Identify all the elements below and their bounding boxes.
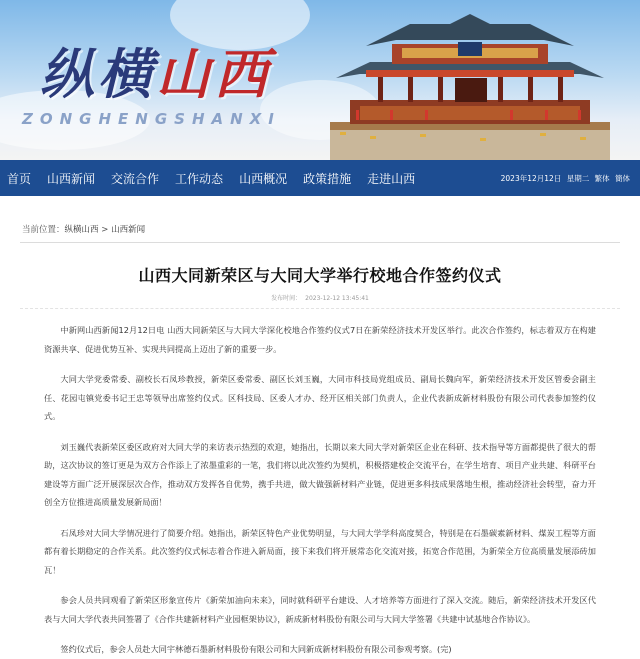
logo-text-shanxi: 山西 (156, 42, 272, 106)
meta-divider (20, 308, 620, 309)
article-paragraph: 参会人员共同观看了新荣区形象宣传片《新荣加油向未来》，同时就科研平台建设、人才培养等方面进行了深入交流。随后，新荣经济技术开发区代表与大同大学代表共同签署了《合作共建新材料产业园框架协议》，新成新材料股份有限公司与大同大学签署《共建中试基地合作协议》。 (44, 595, 596, 624)
article-paragraph: 签约仪式后，参会人员赴大同宇林德石墨新材料股份有限公司和大同新成新材料股份有限公司参观考察。(完) (60, 644, 452, 654)
article-meta (0, 293, 640, 302)
nav-work-updates[interactable]: 工作动态 (175, 171, 224, 186)
current-weekday: 星期二 (566, 173, 590, 183)
simplified-chinese-link[interactable]: 簡体 (615, 173, 630, 183)
nav-explore-shanxi[interactable]: 走进山西 (367, 171, 416, 186)
article-paragraph: 石凤珍对大同大学情况进行了简要介绍。她指出，新荣区特色产业优势明显，与大同大学学科高度契合，特别是在石墨碳素新材料、煤炭工程等方面都有着长期稳定的合作关系。此次签约仪式标志着合作进入新局面，接下来我们将开展常态化交流对接，拓宽合作范围，为新荣全方位高质量发展添砖加瓦！ (44, 527, 596, 575)
nav-date-area (498, 173, 640, 184)
temple-illustration (330, 14, 610, 160)
breadcrumb (0, 222, 640, 238)
article-paragraph: 大同大学党委常委、副校长石凤珍教授，新荣区委常委、副区长刘玉巍，大同市科技局党组成员、副局长魏向军，新荣经济技术开发区管委会副主任、花园屯镇党委书记王忠等领导出席签约仪式。区科技局、区委人才办、经开区相关部门负责人，企业代表新成新材料股份有限公司代表参加签约仪式。 (44, 374, 596, 421)
nav-shanxi-overview[interactable]: 山西概况 (239, 171, 288, 186)
article-body (0, 321, 640, 659)
traditional-chinese-link[interactable]: 繁体 (594, 173, 610, 183)
article-paragraph: 中新网山西新闻12月12日电 山西大同新荣区与大同大学深化校地合作签约仪式7日在新荣经济技术开发区举行。此次合作签约，标志着双方在构建资源共享、促进优势互补、实现共同提高上迈出了新的重要一步。 (44, 325, 596, 354)
site-logo[interactable] (40, 32, 272, 109)
logo-text-zongheng: 纵横 (40, 42, 156, 106)
logo-subtitle: ZONGHENGSHANXI (22, 110, 281, 128)
breadcrumb-link-news[interactable]: 山西新闻 (111, 225, 146, 235)
publish-label: 发布时间： (271, 295, 302, 302)
article-title: 山西大同新荣区与大同大学举行校地合作签约仪式 (138, 266, 502, 285)
nav-exchange-cooperation[interactable]: 交流合作 (111, 171, 160, 186)
breadcrumb-divider (20, 242, 620, 243)
publish-time: 2023-12-12 13:45:41 (305, 295, 369, 302)
breadcrumb-separator: > (98, 225, 112, 235)
article-paragraph: 刘玉巍代表新荣区委区政府对大同大学的来访表示热烈的欢迎，她指出，长期以来大同大学对新荣区企业在科研、技术指导等方面都提供了很大的帮助，这次协议的签订更是为双方合作添上了浓墨重彩的一笔，我们将以此次签约为契机，积极搭建校企交流平台，在学生培育、项目产业共建、科研平台建设等方面广泛开展深层次合作，推动双方发挥各自优势，携手共进，做大做强新材料产业链，促进更多科技成果落地生根，推动经济社会转型，奋力开创全方位推进高质量发展新局面！ (44, 441, 596, 507)
nav-policy-measures[interactable]: 政策措施 (303, 171, 352, 186)
nav-home[interactable]: 首页 (7, 171, 32, 186)
main-navigation (0, 160, 640, 196)
breadcrumb-link-zongheng[interactable]: 纵横山西 (64, 225, 99, 235)
current-date: 2023年12月12日 (500, 173, 562, 183)
breadcrumb-prefix: 当前位置： (22, 225, 65, 235)
site-banner (0, 0, 640, 160)
nav-shanxi-news[interactable]: 山西新闻 (47, 171, 96, 186)
